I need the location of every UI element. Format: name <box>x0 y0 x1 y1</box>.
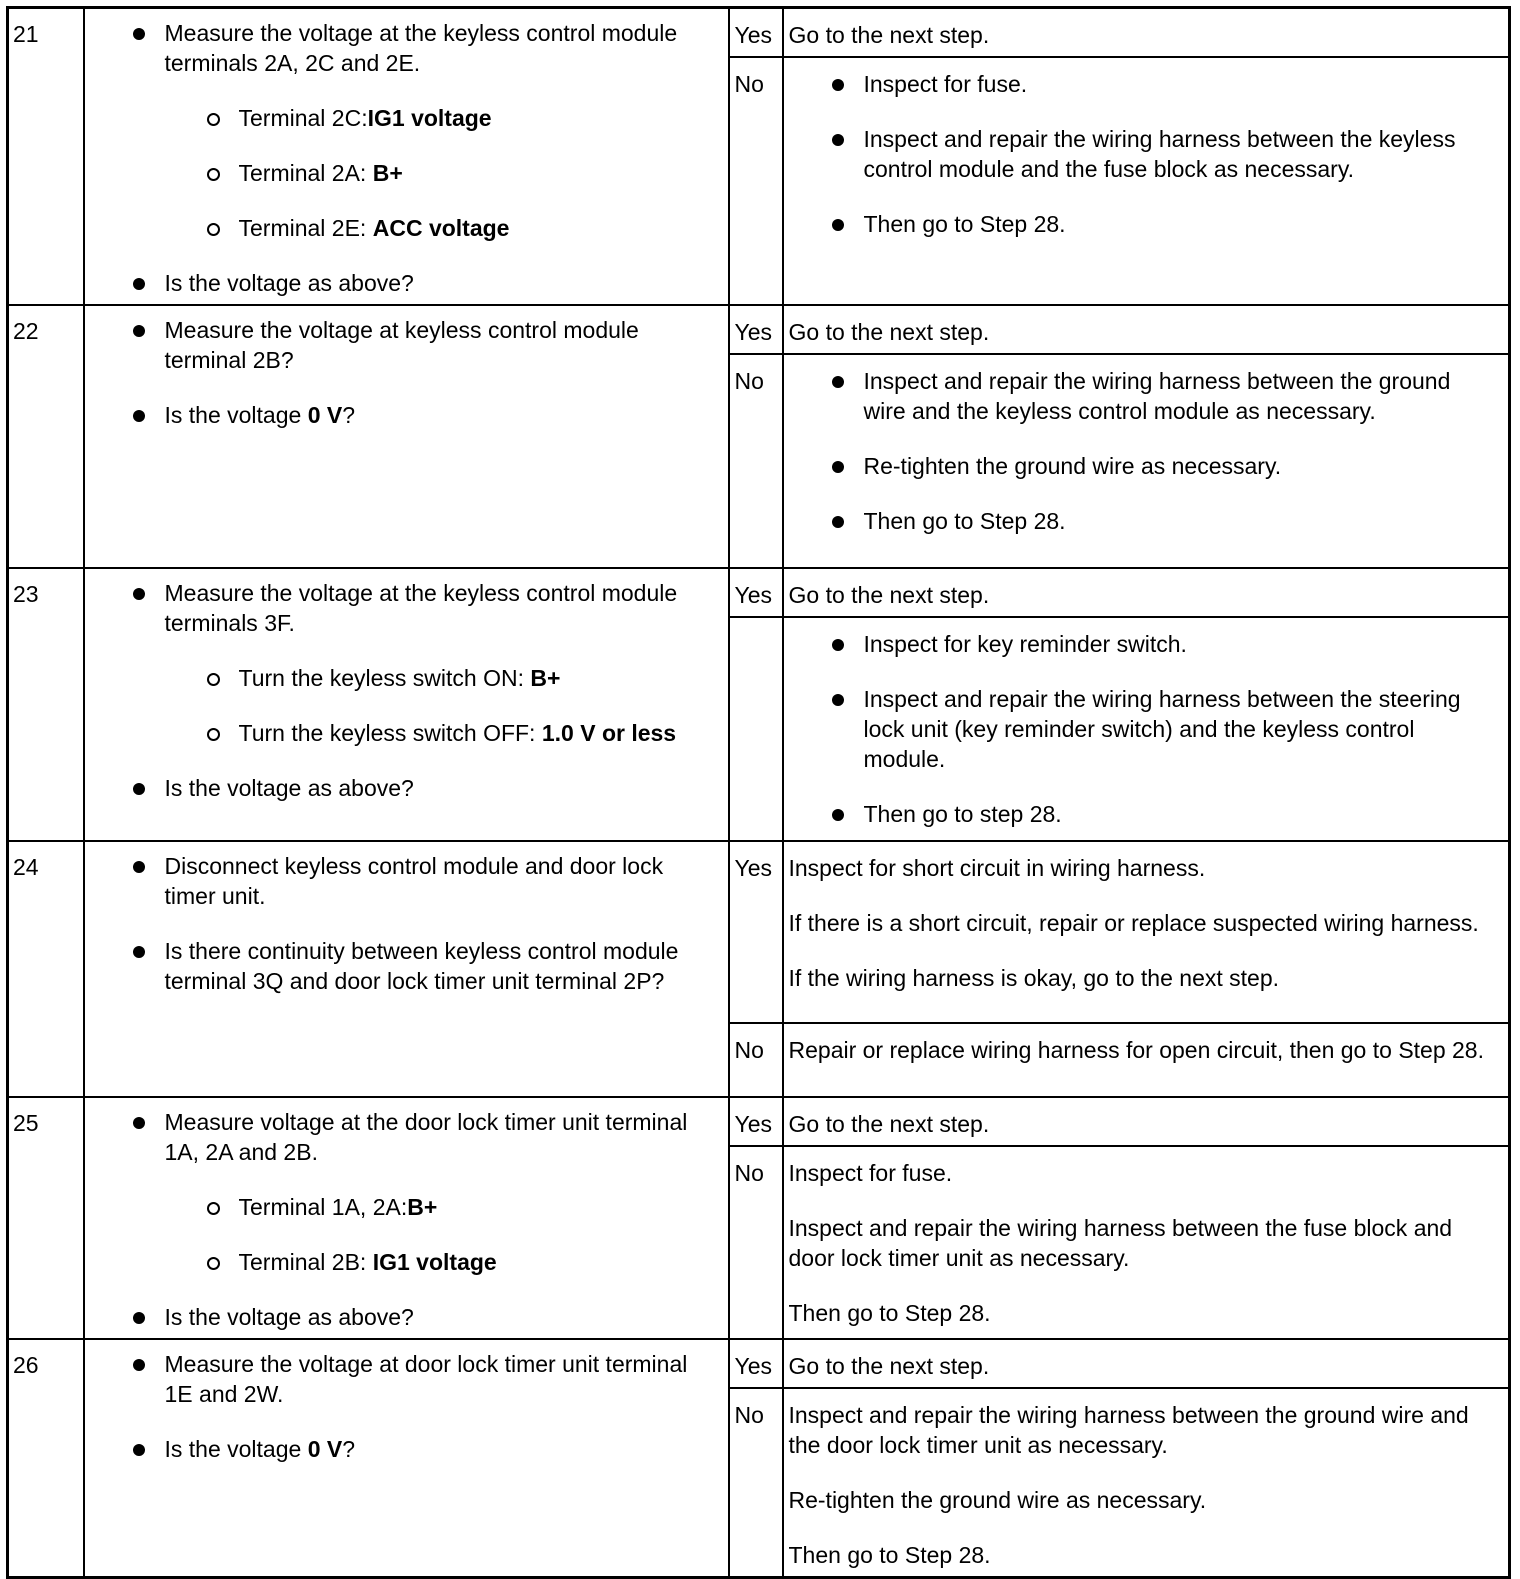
bullet-icon <box>832 809 844 821</box>
step-row-24 <box>8 841 1510 1023</box>
step-row-21 <box>8 8 1510 58</box>
step-action <box>84 568 729 841</box>
troubleshooting-table <box>6 6 1511 1579</box>
list-item: Measure the voltage at keyless control module terminal 2B? <box>133 315 720 375</box>
list-item: Is the voltage 0 V? <box>133 1434 720 1464</box>
bullet-icon <box>133 410 145 422</box>
answer-yes: Yes <box>729 568 783 617</box>
step-row-26 <box>8 1339 1510 1388</box>
list-item: Is the voltage as above? <box>133 268 720 298</box>
list-item: Inspect and repair the wiring harness between the steering lock unit (key reminder switch) and the keyless control module. <box>832 684 1499 774</box>
circle-bullet-icon <box>207 113 220 126</box>
step-action <box>84 305 729 568</box>
answer-no: No <box>729 1146 783 1339</box>
list-item: Measure the voltage at the keyless control module terminals 2A, 2C and 2E. <box>133 18 720 78</box>
list-item: Is the voltage 0 V? <box>133 400 720 430</box>
list-item: Terminal 1A, 2A:B+ <box>207 1192 720 1222</box>
bullet-icon <box>133 783 145 795</box>
answer-yes: Yes <box>729 1339 783 1388</box>
list-item: Inspect for fuse. <box>832 69 1499 99</box>
step-number: 26 <box>8 1339 84 1578</box>
result-no <box>783 57 1510 305</box>
list-item: Turn the keyless switch OFF: 1.0 V or less <box>207 718 720 748</box>
answer-no: No <box>729 1388 783 1578</box>
list-item: Then go to Step 28. <box>832 506 1499 536</box>
bullet-icon <box>832 219 844 231</box>
bullet-icon <box>133 1359 145 1371</box>
circle-bullet-icon <box>207 168 220 181</box>
answer-yes: Yes <box>729 305 783 354</box>
circle-bullet-icon <box>207 673 220 686</box>
bullet-icon <box>133 861 145 873</box>
result-yes: Go to the next step. <box>783 8 1510 58</box>
circle-bullet-icon <box>207 728 220 741</box>
list-item: Measure voltage at the door lock timer unit terminal 1A, 2A and 2B. <box>133 1107 720 1167</box>
result-yes: Go to the next step. <box>783 568 1510 617</box>
answer-yes: Yes <box>729 8 783 58</box>
bullet-icon <box>133 946 145 958</box>
list-item: Inspect and repair the wiring harness between the keyless control module and the fuse block as necessary. <box>832 124 1499 184</box>
result-no <box>783 617 1510 841</box>
list-item: Is the voltage as above? <box>133 773 720 803</box>
bullet-icon <box>832 461 844 473</box>
circle-bullet-icon <box>207 223 220 236</box>
list-item: Inspect and repair the wiring harness between the ground wire and the keyless control module as necessary. <box>832 366 1499 426</box>
step-row-22 <box>8 305 1510 354</box>
step-number: 23 <box>8 568 84 841</box>
step-action <box>84 1097 729 1339</box>
list-item: Measure the voltage at door lock timer unit terminal 1E and 2W. <box>133 1349 720 1409</box>
list-item: Is the voltage as above? <box>133 1302 720 1332</box>
result-yes: Go to the next step. <box>783 305 1510 354</box>
result-no: Inspect and repair the wiring harness between the ground wire and the door lock timer unit as necessary. Re-tighten the ground wire as necessary. Then go to Step 28. <box>783 1388 1510 1578</box>
circle-bullet-icon <box>207 1202 220 1215</box>
list-item: Terminal 2C:IG1 voltage <box>207 103 720 133</box>
result-no <box>783 354 1510 568</box>
bullet-icon <box>832 376 844 388</box>
result-no: Inspect for fuse. Inspect and repair the wiring harness between the fuse block and door lock timer unit as necessary. Then go to Step 28. <box>783 1146 1510 1339</box>
bullet-icon <box>133 325 145 337</box>
bullet-icon <box>832 694 844 706</box>
circle-bullet-icon <box>207 1257 220 1270</box>
bullet-icon <box>832 639 844 651</box>
result-yes: Go to the next step. <box>783 1097 1510 1146</box>
list-item: Measure the voltage at the keyless control module terminals 3F. <box>133 578 720 638</box>
bullet-icon <box>832 516 844 528</box>
answer-no <box>729 617 783 841</box>
step-action <box>84 1339 729 1578</box>
step-number: 21 <box>8 8 84 306</box>
step-row-23 <box>8 568 1510 617</box>
bullet-icon <box>832 134 844 146</box>
bullet-icon <box>133 278 145 290</box>
step-number: 24 <box>8 841 84 1097</box>
list-item: Turn the keyless switch ON: B+ <box>207 663 720 693</box>
bullet-icon <box>133 28 145 40</box>
step-number: 22 <box>8 305 84 568</box>
list-item: Terminal 2E: ACC voltage <box>207 213 720 243</box>
list-item: Then go to step 28. <box>832 799 1499 829</box>
list-item: Inspect for key reminder switch. <box>832 629 1499 659</box>
bullet-icon <box>133 1117 145 1129</box>
list-item: Is there continuity between keyless control module terminal 3Q and door lock timer unit terminal 2P? <box>133 936 720 996</box>
list-item: Re-tighten the ground wire as necessary. <box>832 451 1499 481</box>
step-action <box>84 8 729 306</box>
bullet-icon <box>133 588 145 600</box>
step-action <box>84 841 729 1097</box>
bullet-icon <box>832 79 844 91</box>
answer-no: No <box>729 354 783 568</box>
answer-no: No <box>729 57 783 305</box>
bullet-icon <box>133 1312 145 1324</box>
step-number: 25 <box>8 1097 84 1339</box>
answer-no: No <box>729 1023 783 1097</box>
step-row-25 <box>8 1097 1510 1146</box>
list-item: Disconnect keyless control module and door lock timer unit. <box>133 851 720 911</box>
result-yes: Go to the next step. <box>783 1339 1510 1388</box>
list-item: Then go to Step 28. <box>832 209 1499 239</box>
result-no: Repair or replace wiring harness for open circuit, then go to Step 28. <box>783 1023 1510 1097</box>
bullet-icon <box>133 1444 145 1456</box>
list-item: Terminal 2A: B+ <box>207 158 720 188</box>
list-item: Terminal 2B: IG1 voltage <box>207 1247 720 1277</box>
result-yes: Inspect for short circuit in wiring harness. If there is a short circuit, repair or replace suspected wiring harness. If the wiring harness is okay, go to the next step. <box>783 841 1510 1023</box>
answer-yes: Yes <box>729 841 783 1023</box>
answer-yes: Yes <box>729 1097 783 1146</box>
